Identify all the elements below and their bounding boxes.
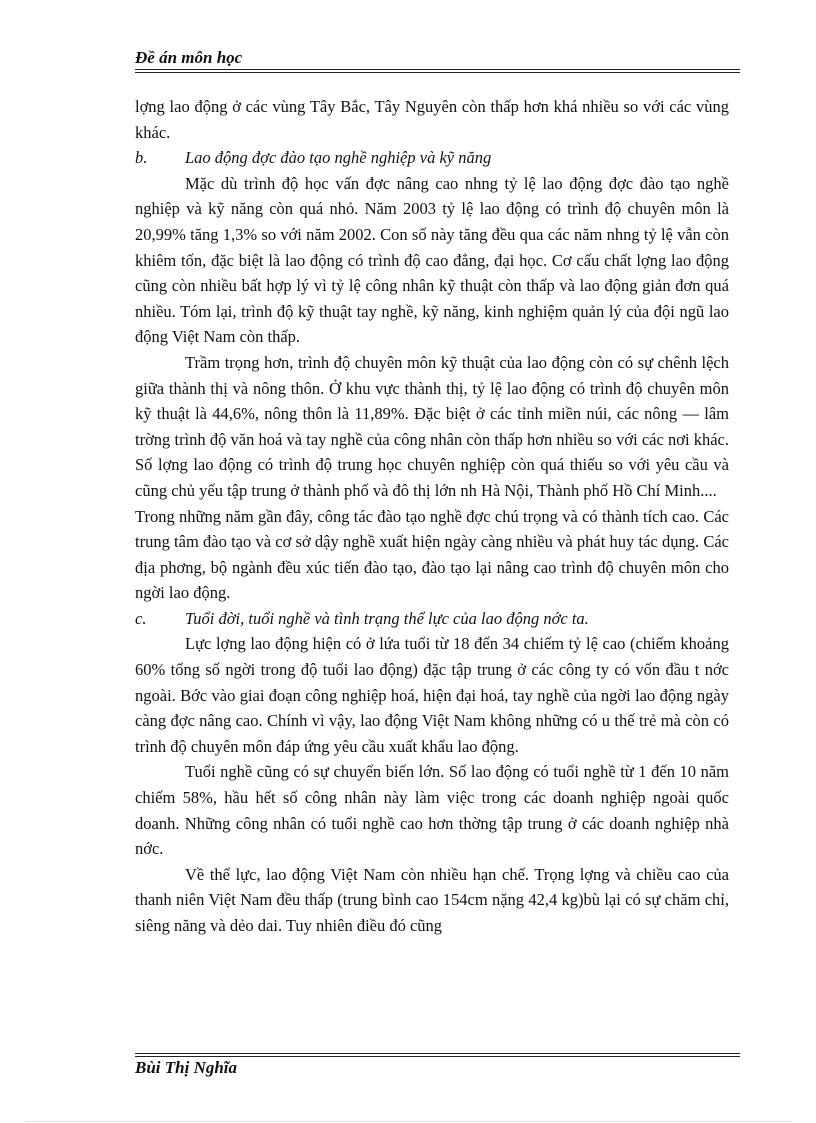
paragraph-7: Về thể lực, lao động Việt Nam còn nhiều hạn chế. Trọng lợng và chiều cao của thanh niên Việt Nam đều thấp (trung bình cao 154cm nặng 42,4 kg)bù lại có sự chăm chỉ, siêng năng và dẻo dai. Tuy nhiên điều đó cũng: [135, 864, 729, 935]
page-border-dotted: [25, 1121, 791, 1122]
header-title: Đề án môn học: [135, 48, 243, 67]
footer-author-name: Bùi Thị Nghĩa: [135, 1058, 238, 1077]
footer-rule-bottom: [135, 1056, 740, 1057]
paragraph-2: Mặc dù trình độ học vấn đợc nâng cao nhng tỷ lệ lao động đợc đào tạo nghề nghiệp và kỹ năng còn quá nhỏ. Năm 2003 tỷ lệ lao động có trình độ chuyên môn là 20,99% tăng 1,3% so với năm 2002. Con số này tăng đều qua các năm nhng tỷ lệ vẫn còn khiêm tốn, đặc biệt là lao động có trình độ cao đẳng, đại học. Cơ cấu chất lợng lao động cũng còn nhiều bất hợp lý vì tỷ lệ công nhân kỹ thuật còn thấp và lao động giản đơn quá nhiều. Tóm lại, trình độ kỹ thuật tay nghề, kỹ năng, kinh nghiệm quản lý của đội ngũ lao động Việt Nam còn thấp.: [135, 173, 729, 347]
section-c-title: Tuổi đời, tuổi nghề và tình trạng thể lực của lao động nớc ta.: [185, 608, 589, 628]
paragraph-4: Trong những năm gần đây, công tác đào tạo nghề đợc chú trọng và có thành tích cao. Các trung tâm đào tạo và cơ sở dậy nghề xuất hiện ngày càng nhiều và phát huy tác dụng. Các địa phơng, bộ ngành đều xúc tiến đào tạo, đào tạo lại nâng cao trình độ chuyên môn cho ngời lao động.: [135, 506, 729, 603]
header-rule-bottom: [135, 72, 740, 73]
document-body: [135, 94, 729, 939]
section-c-number: c.: [135, 608, 147, 628]
section-c-heading: [135, 606, 729, 632]
section-b-number: b.: [135, 148, 148, 168]
paragraph-1: lợng lao động ở các vùng Tây Bắc, Tây Nguyên còn thấp hơn khá nhiều so với các vùng khác.: [135, 97, 729, 142]
footer-rule-top: [135, 1053, 740, 1054]
header-rule-top: [135, 69, 740, 70]
paragraph-3: Trầm trọng hơn, trình độ chuyên môn kỹ thuật của lao động còn có sự chênh lệch giữa thành thị và nông thôn. Ở khu vực thành thị, tỷ lệ lao động có trình độ chuyên môn kỹ thuật là 44,6%, nông thôn là 11,89%. Đặc biệt ở các tỉnh miền núi, các nông — lâm trờng trình độ văn hoá và tay nghề của công nhân còn thấp hơn nhiều so với các nơi khác. Số lợng lao động có trình độ trung học chuyên nghiệp còn quá thiếu so với yêu cầu và cũng chủ yếu tập trung ở thành phố và đô thị lớn nh Hà Nội, Thành phố Hồ Chí Minh....: [135, 352, 729, 500]
section-b-heading: [135, 145, 729, 171]
paragraph-5: Lực lợng lao động hiện có ở lứa tuổi từ 18 đến 34 chiếm tỷ lệ cao (chiếm khoảng 60% tổng số ngời trong độ tuổi lao động) đặc tập trung ở các công ty có vốn đầu t nớc ngoài. Bớc vào giai đoạn công nghiệp hoá, hiện đại hoá, tay nghề của ngời lao động ngày càng đợc nâng cao. Chính vì vậy, lao động Việt Nam không những có u thế trẻ mà còn có trình độ chuyên môn đáp ứng yêu cầu xuất khẩu lao động.: [135, 634, 729, 756]
paragraph-6: Tuổi nghề cũng có sự chuyển biến lớn. Số lao động có tuổi nghề từ 1 đến 10 năm chiếm 58%, hầu hết số công nhân này làm việc trong các doanh nghiệp ngoài quốc doanh. Những công nhân có tuổi nghề cao hơn thờng tập trung ở các doanh nghiệp nhà nớc.: [135, 762, 729, 859]
section-b-title: Lao động đợc đào tạo nghề nghiệp và kỹ năng: [185, 148, 492, 168]
